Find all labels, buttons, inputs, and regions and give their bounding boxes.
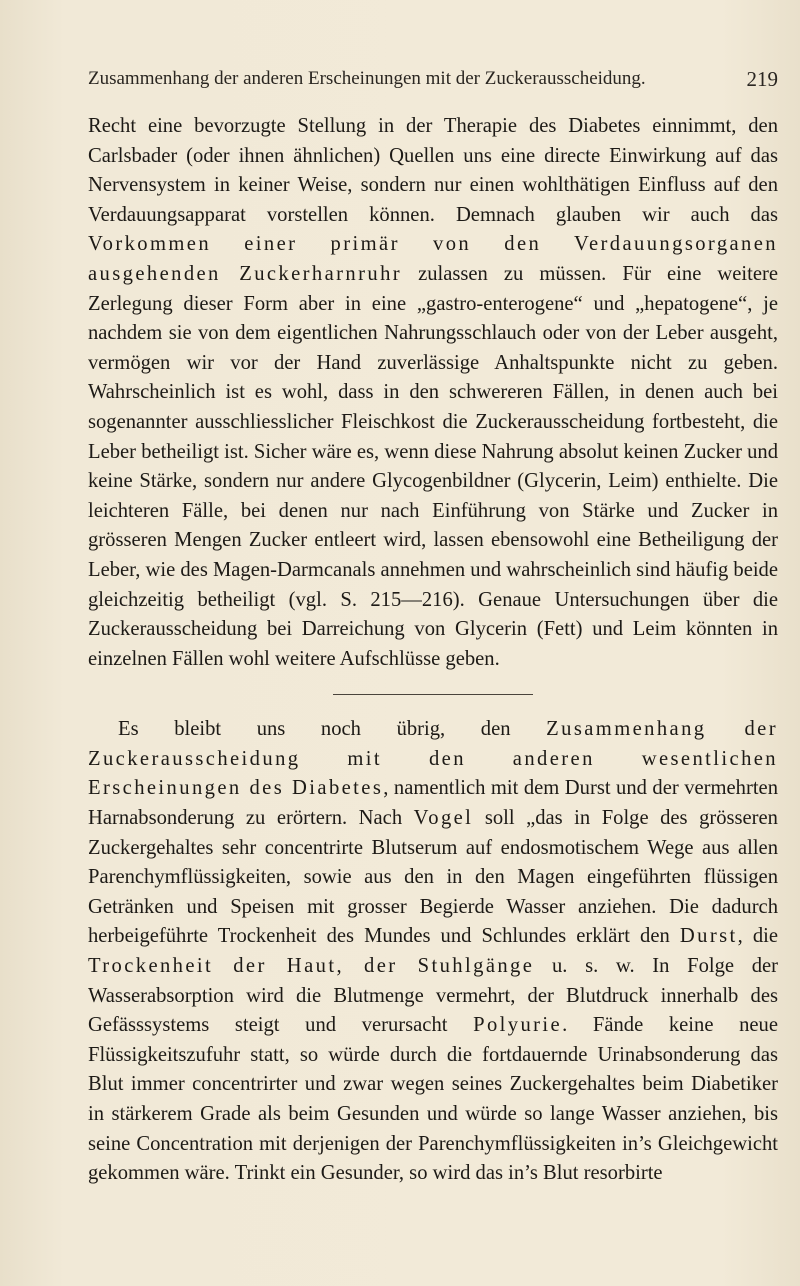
page-number: 219 — [746, 67, 778, 91]
spaced-emphasis: Zusammenhang der Zuckerausscheidung mit den anderen wesentlichen Erscheinungen des Diabetes — [88, 718, 778, 800]
section-divider — [333, 694, 533, 695]
spaced-emphasis: Polyurie — [473, 1014, 563, 1037]
text-segment: . Fände keine neue Flüssigkeitszufuhr statt, so würde durch die fortdauernde Urinabsonderung das Blut immer concentrirter und zwar wegen seines Zuckergehaltes beim Diabetiker in stärkerem Grade als beim Gesunden und würde so lange Wasser anziehen, bis seine Concentration mit derjenigen der Parenchymflüssigkeiten in’s Gleichgewicht gekommen wäre. Trinkt ein Gesunder, so wird das in’s Blut resorbirte — [88, 1014, 778, 1185]
text-segment: Es bleibt uns noch übrig, den — [118, 718, 547, 741]
paragraph-2 — [88, 715, 778, 1189]
spaced-emphasis: Durst — [679, 925, 738, 948]
text-segment: , namentlich mit dem Durst und der vermehrten Harnabsonderung zu erörtern. Nach — [88, 777, 778, 830]
text-segment: soll „das in Folge des grösseren Zuckergehaltes sehr concentrirte Blutserum auf endosmotischem Wege aus allen Parenchymflüssigkeiten, sowie aus den in den Magen eingeführten flüssigen Getränken und Speisen mit grosser Begierde Wasser anziehen. Die dadurch herbeigeführte Trockenheit des Mundes und Schlundes erklärt den — [88, 807, 778, 948]
spaced-emphasis: Vorkommen einer primär von den Verdauungsorganen ausgehenden Zuckerharnruhr — [88, 233, 778, 285]
running-head — [88, 66, 778, 92]
paragraph-1 — [88, 112, 778, 674]
text-segment: u. s. w. In Folge der Wasserabsorption wird die Blutmenge vermehrt, der Blutdruck innerhalb des Gefässsystems steigt und verursacht — [88, 955, 778, 1037]
spaced-emphasis: Vogel — [413, 807, 474, 830]
text-segment: Recht eine bevorzugte Stellung in der Therapie des Diabetes einnimmt, den Carlsbader (oder ihnen ähnlichen) Quellen uns eine directe Einwirkung auf das Nervensystem in keiner Weise, sondern nur einen wohlthätigen Einfluss auf den Verdauungsapparat vorstellen können. Demnach glauben wir auch das — [88, 115, 778, 226]
text-segment: zulassen zu müssen. Für eine weitere Zerlegung dieser Form aber in eine „gastro-enterogene“ und „hepatogene“, je nachdem sie von dem eigentlichen Nahrungsschlauch oder von der Leber ausgeht, vermögen wir vor der Hand zuverlässige Anhaltspunkte nicht zu geben. Wahrscheinlich ist es wohl, dass in den schwereren Fällen, in denen auch bei sogenannter ausschliesslicher Fleischkost die Zuckerausscheidung fortbesteht, die Leber betheiligt ist. Sicher wäre es, wenn diese Nahrung absolut keinen Zucker und keine Stärke, sondern nur andere Glycogenbildner (Glycerin, Leim) enthielte. Die leichteren Fälle, bei denen nur nach Einführung von Stärke und Zucker in grösseren Mengen Zucker entleert wird, lassen ebensowohl eine Betheiligung der Leber, wie des Magen-Darmcanals annehmen und wahrscheinlich sind häufig beide gleichzeitig betheiligt (vgl. S. 215—216). Genaue Untersuchungen über die Zuckerausscheidung bei Darreichung von Glycerin (Fett) und Leim könnten in einzelnen Fällen wohl weitere Aufschlüsse geben. — [88, 262, 778, 670]
running-title: Zusammenhang der anderen Erscheinungen mit der Zuckerausscheidung. — [88, 68, 646, 89]
body-text — [88, 112, 778, 1189]
text-segment: , die — [737, 925, 778, 948]
spaced-emphasis: Trockenheit der Haut, der Stuhlgänge — [88, 955, 535, 978]
